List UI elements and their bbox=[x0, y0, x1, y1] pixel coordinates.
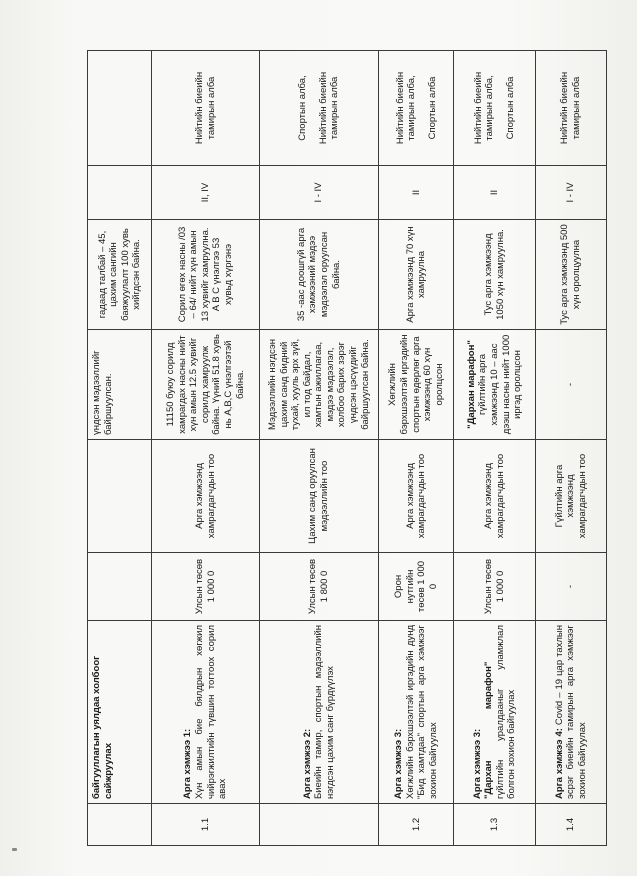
action-description: Хөгжлийн бэрхшээлтэй иргэдийн дунд "Бид хамтдаа" спортын арга хэмжээг зохион байгуулах bbox=[404, 625, 439, 799]
quarter: I - IV bbox=[536, 166, 607, 220]
indicator: Цахим санд оруулсан мэдээллийн тоо bbox=[259, 440, 378, 553]
responsible-unit bbox=[259, 51, 378, 166]
indicator: Гүйлтийн арга хэмжээнд хамрагдагчдын тоо bbox=[536, 440, 607, 553]
action-description: Биеийн тамир, спортын мэдээллийн нэгдсэн цахим санг бүрдүүлэх bbox=[313, 625, 336, 799]
target-value: Тус арга хэмжээнд 1050 хүн хамруулна. bbox=[454, 220, 536, 330]
row-number bbox=[259, 804, 378, 846]
baseline-result: Хөгжлийн бэрхшээлтэй иргэдийн спортын өдөрлөг арга хэмжээнд 60 хүн оролцсон bbox=[379, 330, 454, 440]
result-highlight: "Дархан марафон" bbox=[465, 340, 477, 429]
responsible-unit bbox=[454, 51, 536, 166]
baseline-result: Мэдээллийн нэгдсэн цахим санд бидний тухай, хууль эрх зүй, ил тод байдал, хамтын ажиллагаа, мэдээ мэдээлэл, холбоо барих зэрэг үндсэн цэсүүдийг байршуулсан байна. bbox=[259, 330, 378, 440]
header-target-cell: гадаад талбай – 45, цахим сангийн баяжуулалт 100 хувь хийгдсэн байна. bbox=[88, 220, 152, 330]
row-number: 1.4 bbox=[536, 804, 607, 846]
target-value: Сорил өгөх насны /03 – 64/ нийт хүн амын 13 хувийг хамруулна. A B C үнэлгээ 53 хувьд хүргэнэ bbox=[152, 220, 259, 330]
row-number: 1.2 bbox=[379, 804, 454, 846]
target-value: Арга хэмжээнд 70 хүн хамруулна bbox=[379, 220, 454, 330]
table-row bbox=[379, 51, 454, 846]
unit-name: Нийтийн биеийн тамирын алба, bbox=[472, 71, 496, 145]
table-row-header bbox=[88, 51, 152, 846]
baseline-result bbox=[454, 330, 536, 440]
row-number: 1.1 bbox=[152, 804, 259, 846]
action-cell bbox=[454, 621, 536, 804]
header-result-cell: үндсэн мэдээллийг байршуулсан. bbox=[88, 330, 152, 440]
budget-source: Улсын төсөв 1 000 0 bbox=[454, 553, 536, 621]
action-highlight: "Дархан bbox=[483, 760, 495, 799]
action-title: Арга хэмжээ 1: bbox=[182, 728, 194, 799]
unit-name: Нийтийн биеийн тамирын алба bbox=[194, 71, 217, 145]
action-description: гүйлтийн уралдааныг уламжлал болгон зохион байгуулах bbox=[494, 625, 518, 799]
unit-name: Спортын алба bbox=[426, 76, 438, 140]
header-quarter-cell bbox=[88, 166, 152, 220]
action-description: цар тахлын эсрэг биеийн тамирын арга хэмжээг зохион байгуулах bbox=[553, 624, 588, 799]
budget-source: Орон нутгийн төсөв 1 000 0 bbox=[379, 553, 454, 621]
baseline-result: - bbox=[536, 330, 607, 440]
indicator: Арга хэмжээнд хамрагдагчдын тоо bbox=[379, 440, 454, 553]
row-number: 1.3 bbox=[454, 804, 536, 846]
header-num-cell bbox=[88, 804, 152, 846]
target-value: Тус арга хэмжээнд 500 хүн оролцуулна bbox=[536, 220, 607, 330]
budget-source: Улсын төсөв 1 800 0 bbox=[259, 553, 378, 621]
action-description: Covid – 19 bbox=[553, 678, 565, 726]
unit-name: Спортын алба, bbox=[297, 75, 309, 141]
action-cell bbox=[152, 621, 259, 804]
baseline-result: 11150 буюу сорилд хамрагдах насны нийт хүн амын 12.5 хувийг сорилд хамруулж байна. Үүний 51.8 хувь нь А,В,С үнэлгээтэй байна. bbox=[152, 330, 259, 440]
action-highlight: марафон" bbox=[483, 661, 495, 710]
rotated-table-page bbox=[87, 51, 607, 846]
target-value: 35 -аас доошгүй арга хэмжээний мэдээ мэдээлэл оруулсан байна. bbox=[259, 220, 378, 330]
action-title: Арга хэмжээ 3: bbox=[393, 728, 405, 799]
table-row bbox=[536, 51, 607, 846]
table-row bbox=[259, 51, 378, 846]
responsible-unit bbox=[536, 51, 607, 166]
quarter: II bbox=[379, 166, 454, 220]
result-text: гүйлтийн арга хэмжээнд 10 – аас дээш насны нийт 1000 иргэд оролцсон bbox=[477, 334, 524, 435]
responsible-unit bbox=[379, 51, 454, 166]
table-row bbox=[152, 51, 259, 846]
header-budget-cell bbox=[88, 553, 152, 621]
action-cell bbox=[259, 621, 378, 804]
unit-name: Спортын алба bbox=[505, 76, 517, 140]
table-row bbox=[454, 51, 536, 846]
responsible-unit bbox=[152, 51, 259, 166]
quarter: II, IV bbox=[152, 166, 259, 220]
indicator: Арга хэмжээнд хамрагдагчдын тоо bbox=[454, 440, 536, 553]
indicator: Арга хэмжээнд хамрагдагчдын тоо bbox=[152, 440, 259, 553]
action-title: Арга хэмжээ 3: bbox=[471, 728, 483, 799]
header-indicator-cell bbox=[88, 440, 152, 553]
scan-speck bbox=[12, 848, 17, 851]
action-title: Арга хэмжээ 4: bbox=[553, 728, 565, 799]
action-title: Арга хэмжээ 2: bbox=[301, 728, 313, 799]
budget-source: - bbox=[536, 553, 607, 621]
unit-name: Нийтийн биеийн тамирын алба, bbox=[394, 71, 418, 145]
header-unit-cell bbox=[88, 51, 152, 166]
action-cell bbox=[379, 621, 454, 804]
header-category: байгууллагын уялдаа холбоог сайжруулах bbox=[88, 621, 152, 804]
quarter: II bbox=[454, 166, 536, 220]
action-cell bbox=[536, 621, 607, 804]
unit-name: Нийтийн биеийн тамирын алба bbox=[317, 71, 341, 145]
action-description: Хүн амын бие бялдрын хөгжил чийрэгжилтийн түвшин тогтоох сорил авах bbox=[194, 625, 229, 799]
budget-source: Улсын төсөв 1 000 0 bbox=[152, 553, 259, 621]
action-plan-table bbox=[87, 50, 607, 846]
quarter: I - IV bbox=[259, 166, 378, 220]
unit-name: Нийтийн биеийн тамирын алба bbox=[559, 71, 583, 145]
